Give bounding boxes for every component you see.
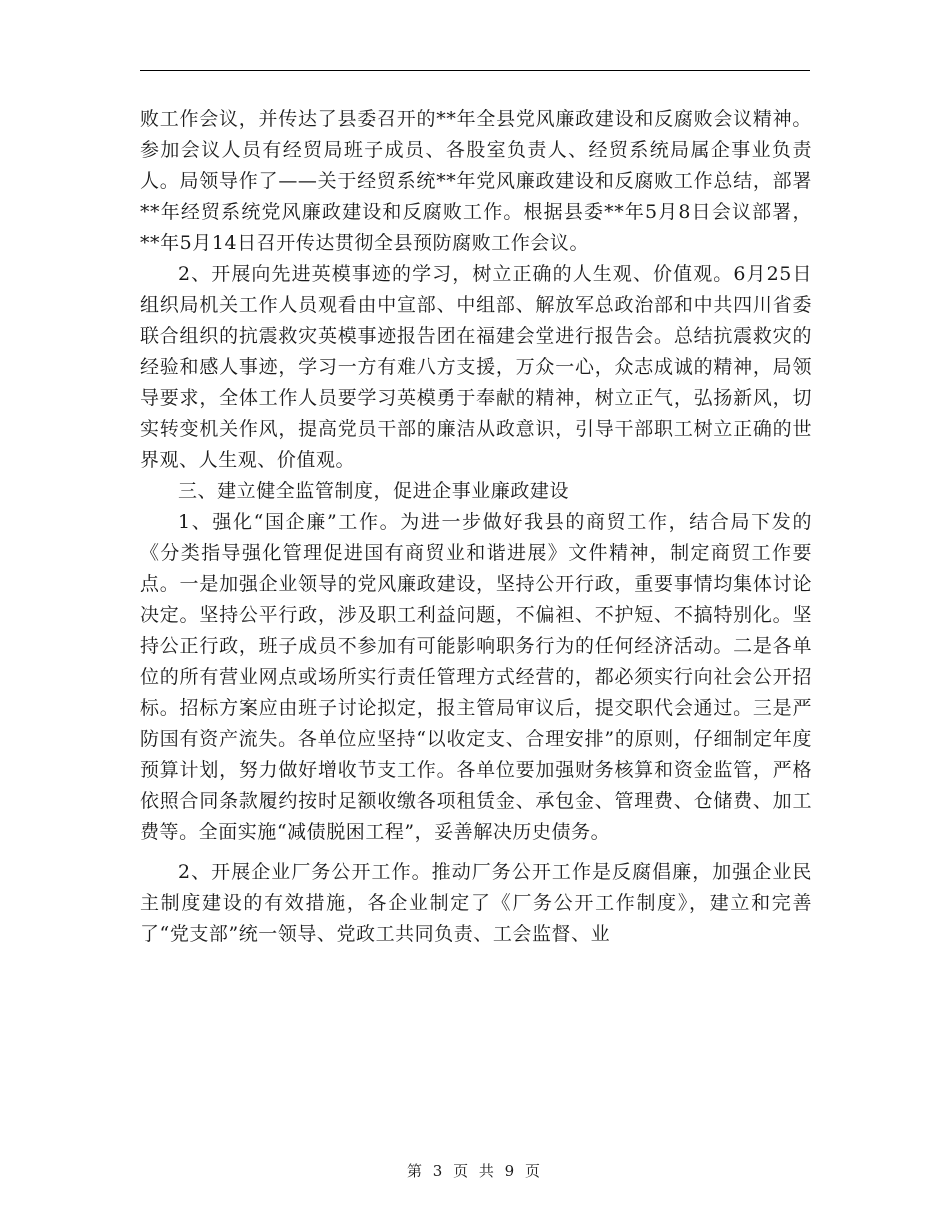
paragraph-hero-study: 2、开展向先进英模事迹的学习，树立正确的人生观、价值观。6月25日组织局机关工作人员观看由中宣部、中组部、解放军总政治部和中共四川省委联合组织的抗震救灾英模事迹报告团在福建会堂进行报告会。总结抗震救灾的经验和感人事迹，学习一方有难八方支援，万众一心，众志成诚的精神，局领导要求，全体工作人员要学习英模勇于奉献的精神，树立正气，弘扬新风，切实转变机关作风，提高党员干部的廉洁从政意识，引导干部职工树立正确的世界观、人生观、价值观。: [140, 263, 812, 471]
page-number-footer: 第 3 页 共 9 页: [407, 1162, 543, 1180]
paragraph-meeting-summary: 败工作会议，并传达了县委召开的**年全县党风廉政建设和反腐败会议精神。参加会议人员有经贸局班子成员、各股室负责人、经贸系统局属企事业负责人。局领导作了——关于经贸系统**年党风廉政建设和反腐败工作总结，部署**年经贸系统党风廉政建设和反腐败工作。根据县委**年5月8日会议部署，**年5月14日召开传达贯彻全县预防腐败工作会议。: [140, 108, 812, 254]
section-heading-supervision: 三、建立健全监管制度，促进企事业廉政建设: [178, 480, 570, 502]
paragraph-state-enterprise-integrity: 1、强化“国企廉”工作。为进一步做好我县的商贸工作，结合局下发的《分类指导强化管理促进国有商贸业和谐进展》文件精神，制定商贸工作要点。一是加强企业领导的党风廉政建设，坚持公开行政，重要事情均集体讨论决定。坚持公平行政，涉及职工利益问题，不偏袒、不护短、不搞特别化。坚持公正行政，班子成员不参加有可能影响职务行为的任何经济活动。二是各单位的所有营业网点或场所实行责任管理方式经营的，都必须实行向社会公开招标。招标方案应由班子讨论拟定，报主管局审议后，提交职代会通过。三是严防国有资产流失。各单位应坚持“以收定支、合理安排”的原则，仔细制定年度预算计划，努力做好增收节支工作。各单位要加强财务核算和资金监管，严格依照合同条款履约按时足额收缴各项租赁金、承包金、管理费、仓储费、加工费等。全面实施“减债脱困工程”，妥善解决历史债务。: [140, 511, 812, 843]
document-body: [140, 104, 812, 950]
paragraph-factory-affairs-disclosure: 2、开展企业厂务公开工作。推动厂务公开工作是反腐倡廉，加强企业民主制度建设的有效措施，各企业制定了《厂务公开工作制度》，建立和完善了“党支部”统一领导、党政工共同负责、工会监督、业: [140, 861, 812, 945]
header-rule: [140, 70, 810, 71]
